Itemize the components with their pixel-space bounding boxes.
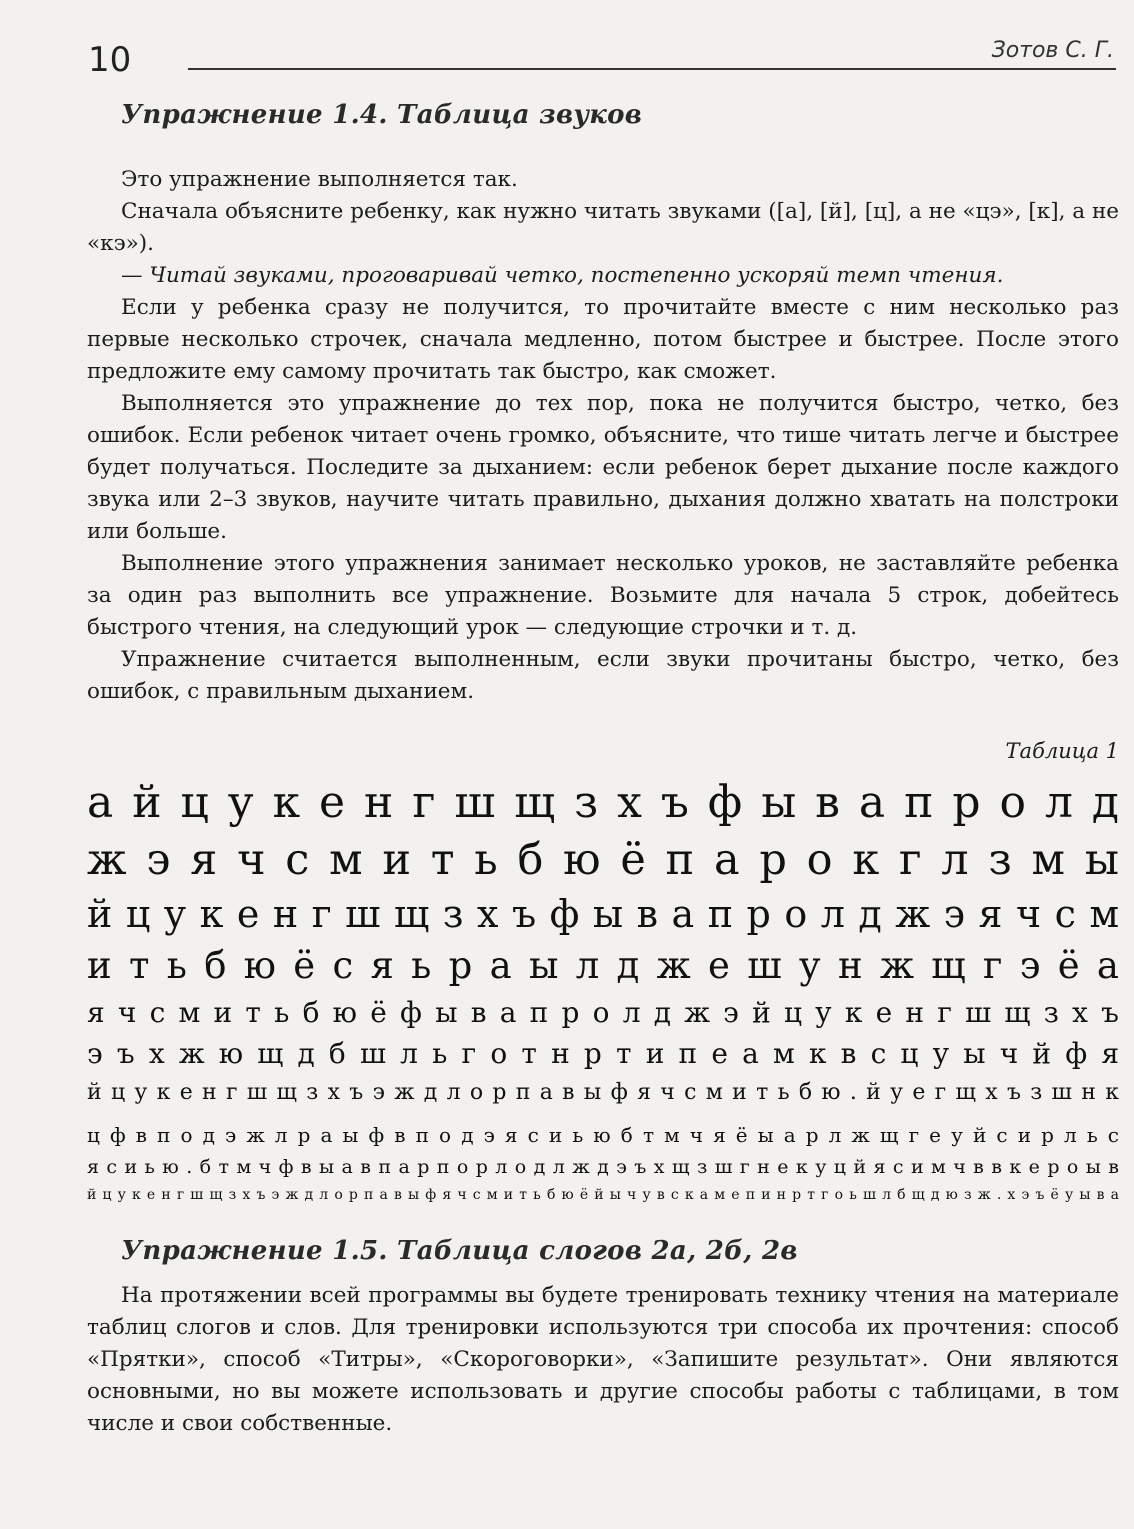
paragraph: Выполнение этого упражнения занимает несколько уроков, не заставляйте ребенка за один раз выполнить все упражнение. Возьмите для начала 5 строк, добейтесь быстрого чтения, на следующий урок — следующие строчки и т. д. (87, 551, 1119, 640)
letters-row: ц ф в п о д э ж л р а ы ф в п о д э я с и ь ю б т м ч я ё ы а р л ж щ г е у й с и р л ь с (87, 1123, 1119, 1147)
page-number: 10 (88, 40, 132, 80)
paragraph: Выполняется это упражнение до тех пор, пока не получится быстро, четко, без ошибок. Если ребенок читает очень громко, объясните, что тише читать легче и быстрее будет получаться. Последите за дыханием: если ребенок берет дыхание после каждого звука или 2–3 звуков, научите читать правильно, дыхания должно хватать на полстроки или больше. (87, 391, 1119, 544)
paragraph: Сначала объясните ребенку, как нужно читать звуками ([а], [й], [ц], а не «цэ», [к], а не «кэ»). (87, 199, 1119, 256)
table-caption: Таблица 1 (1005, 739, 1119, 763)
page-content (87, 100, 1119, 1440)
letters-row: ж э я ч с м и т ь б ю ё п а р о к г л з м ы (87, 835, 1119, 885)
instruction-speech: — Читай звуками, проговаривай четко, постепенно ускоряй темп чтения. (121, 263, 1004, 288)
letters-row: й ц у к е н г ш щ з х ъ ф ы в а п р о л д ж э я ч с м (87, 892, 1119, 936)
paragraph: Это упражнение выполняется так. (121, 167, 518, 192)
exercise-1-4-body (87, 164, 1119, 708)
letters-row: и т ь б ю ё с я ь р а ы л д ж е ш у н ж щ г э ё а (87, 944, 1119, 987)
letters-row: я ч с м и т ь б ю ё ф ы в а п р о л д ж э й ц у к е н г ш щ з х ъ (87, 996, 1119, 1029)
letters-row: э ъ х ж ю щ д б ш л ь г о т н р т и п е а м к в с ц у ы ч й ф я (87, 1037, 1119, 1070)
letters-row: а й ц у к е н г ш щ з х ъ ф ы в а п р о л д (87, 777, 1119, 828)
letters-row: й ц у к е н г ш щ з х ъ э ж д л о р п а в ы ф я ч с м и т ь б ю . й у е г щ х ъ з ш н к (87, 1080, 1119, 1105)
letters-table (87, 774, 1119, 1208)
letters-row: й ц у к е н г ш щ з х ъ э ж д л о р п а в ы ф я ч с м и т ь б ю ё й ы ч у в с к а м е п и н р т г о ь ш л б щ д ю з ж . х э ъ ё у ы в а (87, 1187, 1119, 1203)
letters-row: я с и ь ю . б т м ч ф в ы а в п а р п о р л о д л ж д э ъ х щ з ш г н е к у ц й я с и м ч в в к е р о ы в (87, 1156, 1119, 1178)
paragraph: Упражнение считается выполненным, если звуки прочитаны быстро, четко, без ошибок, с правильным дыханием. (87, 647, 1119, 704)
header-rule (188, 68, 1116, 70)
exercise-1-5-body (87, 1280, 1119, 1440)
exercise-1-4-title: Упражнение 1.4. Таблица звуков (121, 100, 643, 130)
exercise-1-5-title: Упражнение 1.5. Таблица слогов 2а, 2б, 2в (121, 1236, 798, 1266)
paragraph: Если у ребенка сразу не получится, то прочитайте вместе с ним несколько раз первые несколько строчек, сначала медленно, потом быстрее и быстрее. После этого предложите ему самому прочитать так быстро, как сможет. (87, 295, 1119, 384)
running-head: Зотов С. Г. (991, 38, 1114, 63)
paragraph: На протяжении всей программы вы будете тренировать технику чтения на материале таблиц слогов и слов. Для тренировки используются три способа их прочтения: способ «Прятки», способ «Титры», «Скороговорки», «Запишите результат». Они являются основными, но вы можете использовать и другие способы работы с таблицами, в том числе и свои собственные. (87, 1283, 1119, 1436)
